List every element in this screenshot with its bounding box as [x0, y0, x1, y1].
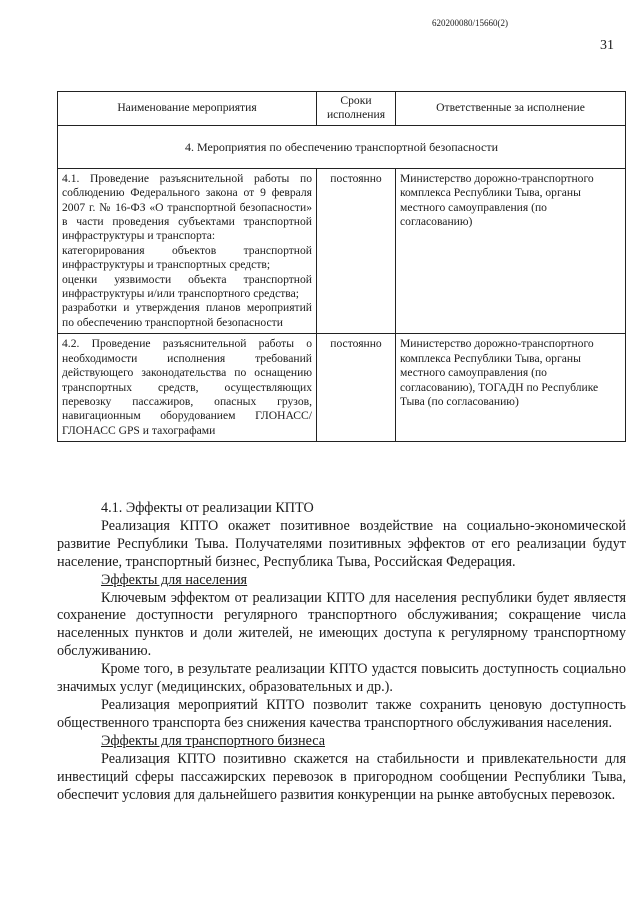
responsible-cell: Министерство дорожно-транспортного комплекса Республики Тыва, органы местного самоуправления (по согласованию)	[396, 168, 626, 333]
paragraph: Кроме того, в результате реализации КПТО удастся повысить доступность социально значимых услуг (медицинских, образовательных и др.).	[57, 661, 626, 696]
measure-text: 4.1. Проведение разъяснительной работы по соблюдению Федерального закона от 9 февраля 2007 г. № 16-ФЗ «О транспортной безопасности» в части проведения субъектами транспортной инфраструктуры и транспорта:	[62, 171, 312, 243]
subheading-population: Эффекты для населения	[101, 571, 248, 588]
page-number: 31	[600, 38, 614, 53]
header-terms: Сроки исполнения	[317, 92, 396, 126]
header-responsible: Ответственные за исполнение	[396, 92, 626, 126]
paragraph: Реализация КПТО позитивно скажется на стабильности и привлекательности для инвестиций сферы пассажирских перевозок в пригородном сообщении Республики Тыва, обеспечит условия для дальнейшего развития конкуренции на рынке автобусных перевозок.	[57, 750, 626, 803]
measure-text: категорирования объектов транспортной инфраструктуры и транспортных средств;	[62, 243, 312, 272]
measure-name-cell	[58, 334, 317, 442]
measure-name-cell	[58, 168, 317, 333]
paragraph: Реализация мероприятий КПТО позволит также сохранить ценовую доступность общественного транспорта без снижения качества транспортного обслуживания населения.	[57, 696, 626, 731]
header-measure-name: Наименование мероприятия	[58, 92, 317, 126]
section-title: 4. Мероприятия по обеспечению транспортной безопасности	[58, 125, 626, 168]
table-header-row	[58, 92, 626, 126]
section-heading: 4.1. Эффекты от реализации КПТО	[101, 500, 314, 516]
document-number: 620200080/15660(2)	[432, 18, 508, 28]
measure-text: разработки и утверждения планов мероприятий по обеспечению транспортной безопасности	[62, 301, 312, 329]
table-row	[58, 334, 626, 442]
body-text	[57, 500, 626, 804]
measure-text: 4.2. Проведение разъяснительной работы о необходимости исполнения требований действующего законодательства по оснащению транспортных средств, осуществляющих перевозку пассажиров, опасных грузов, навигационным оборудованием ГЛОНАСС/ГЛОНАСС GPS и тахографами	[62, 337, 312, 437]
responsible-cell: Министерство дорожно-транспортного комплекса Республики Тыва, органы местного самоуправления (по согласованию), ТОГАДН по Республике Тыва (по согласованию)	[396, 334, 626, 442]
subheading-transport-business: Эффекты для транспортного бизнеса	[101, 732, 325, 749]
measure-text: оценки уязвимости объекта транспортной инфраструктуры и/или транспортного средства;	[62, 272, 312, 301]
table-row	[58, 168, 626, 333]
measures-table	[57, 91, 626, 442]
term-cell: постоянно	[317, 168, 396, 333]
term-cell: постоянно	[317, 334, 396, 442]
paragraph: Ключевым эффектом от реализации КПТО для населения республики будет являестя сохранение доступности регулярного транспортного обслуживания; сокращение числа населенных пунктов и доли жителей, не имеющих доступа к регулярному транспортному обслуживанию.	[57, 589, 626, 660]
paragraph: Реализация КПТО окажет позитивное воздействие на социально-экономической развитие Республики Тыва. Получателями позитивных эффектов от его реализации будут население, транспортный бизнес, Республика Тыва, Российская Федерация.	[57, 517, 626, 570]
section-row	[58, 125, 626, 168]
